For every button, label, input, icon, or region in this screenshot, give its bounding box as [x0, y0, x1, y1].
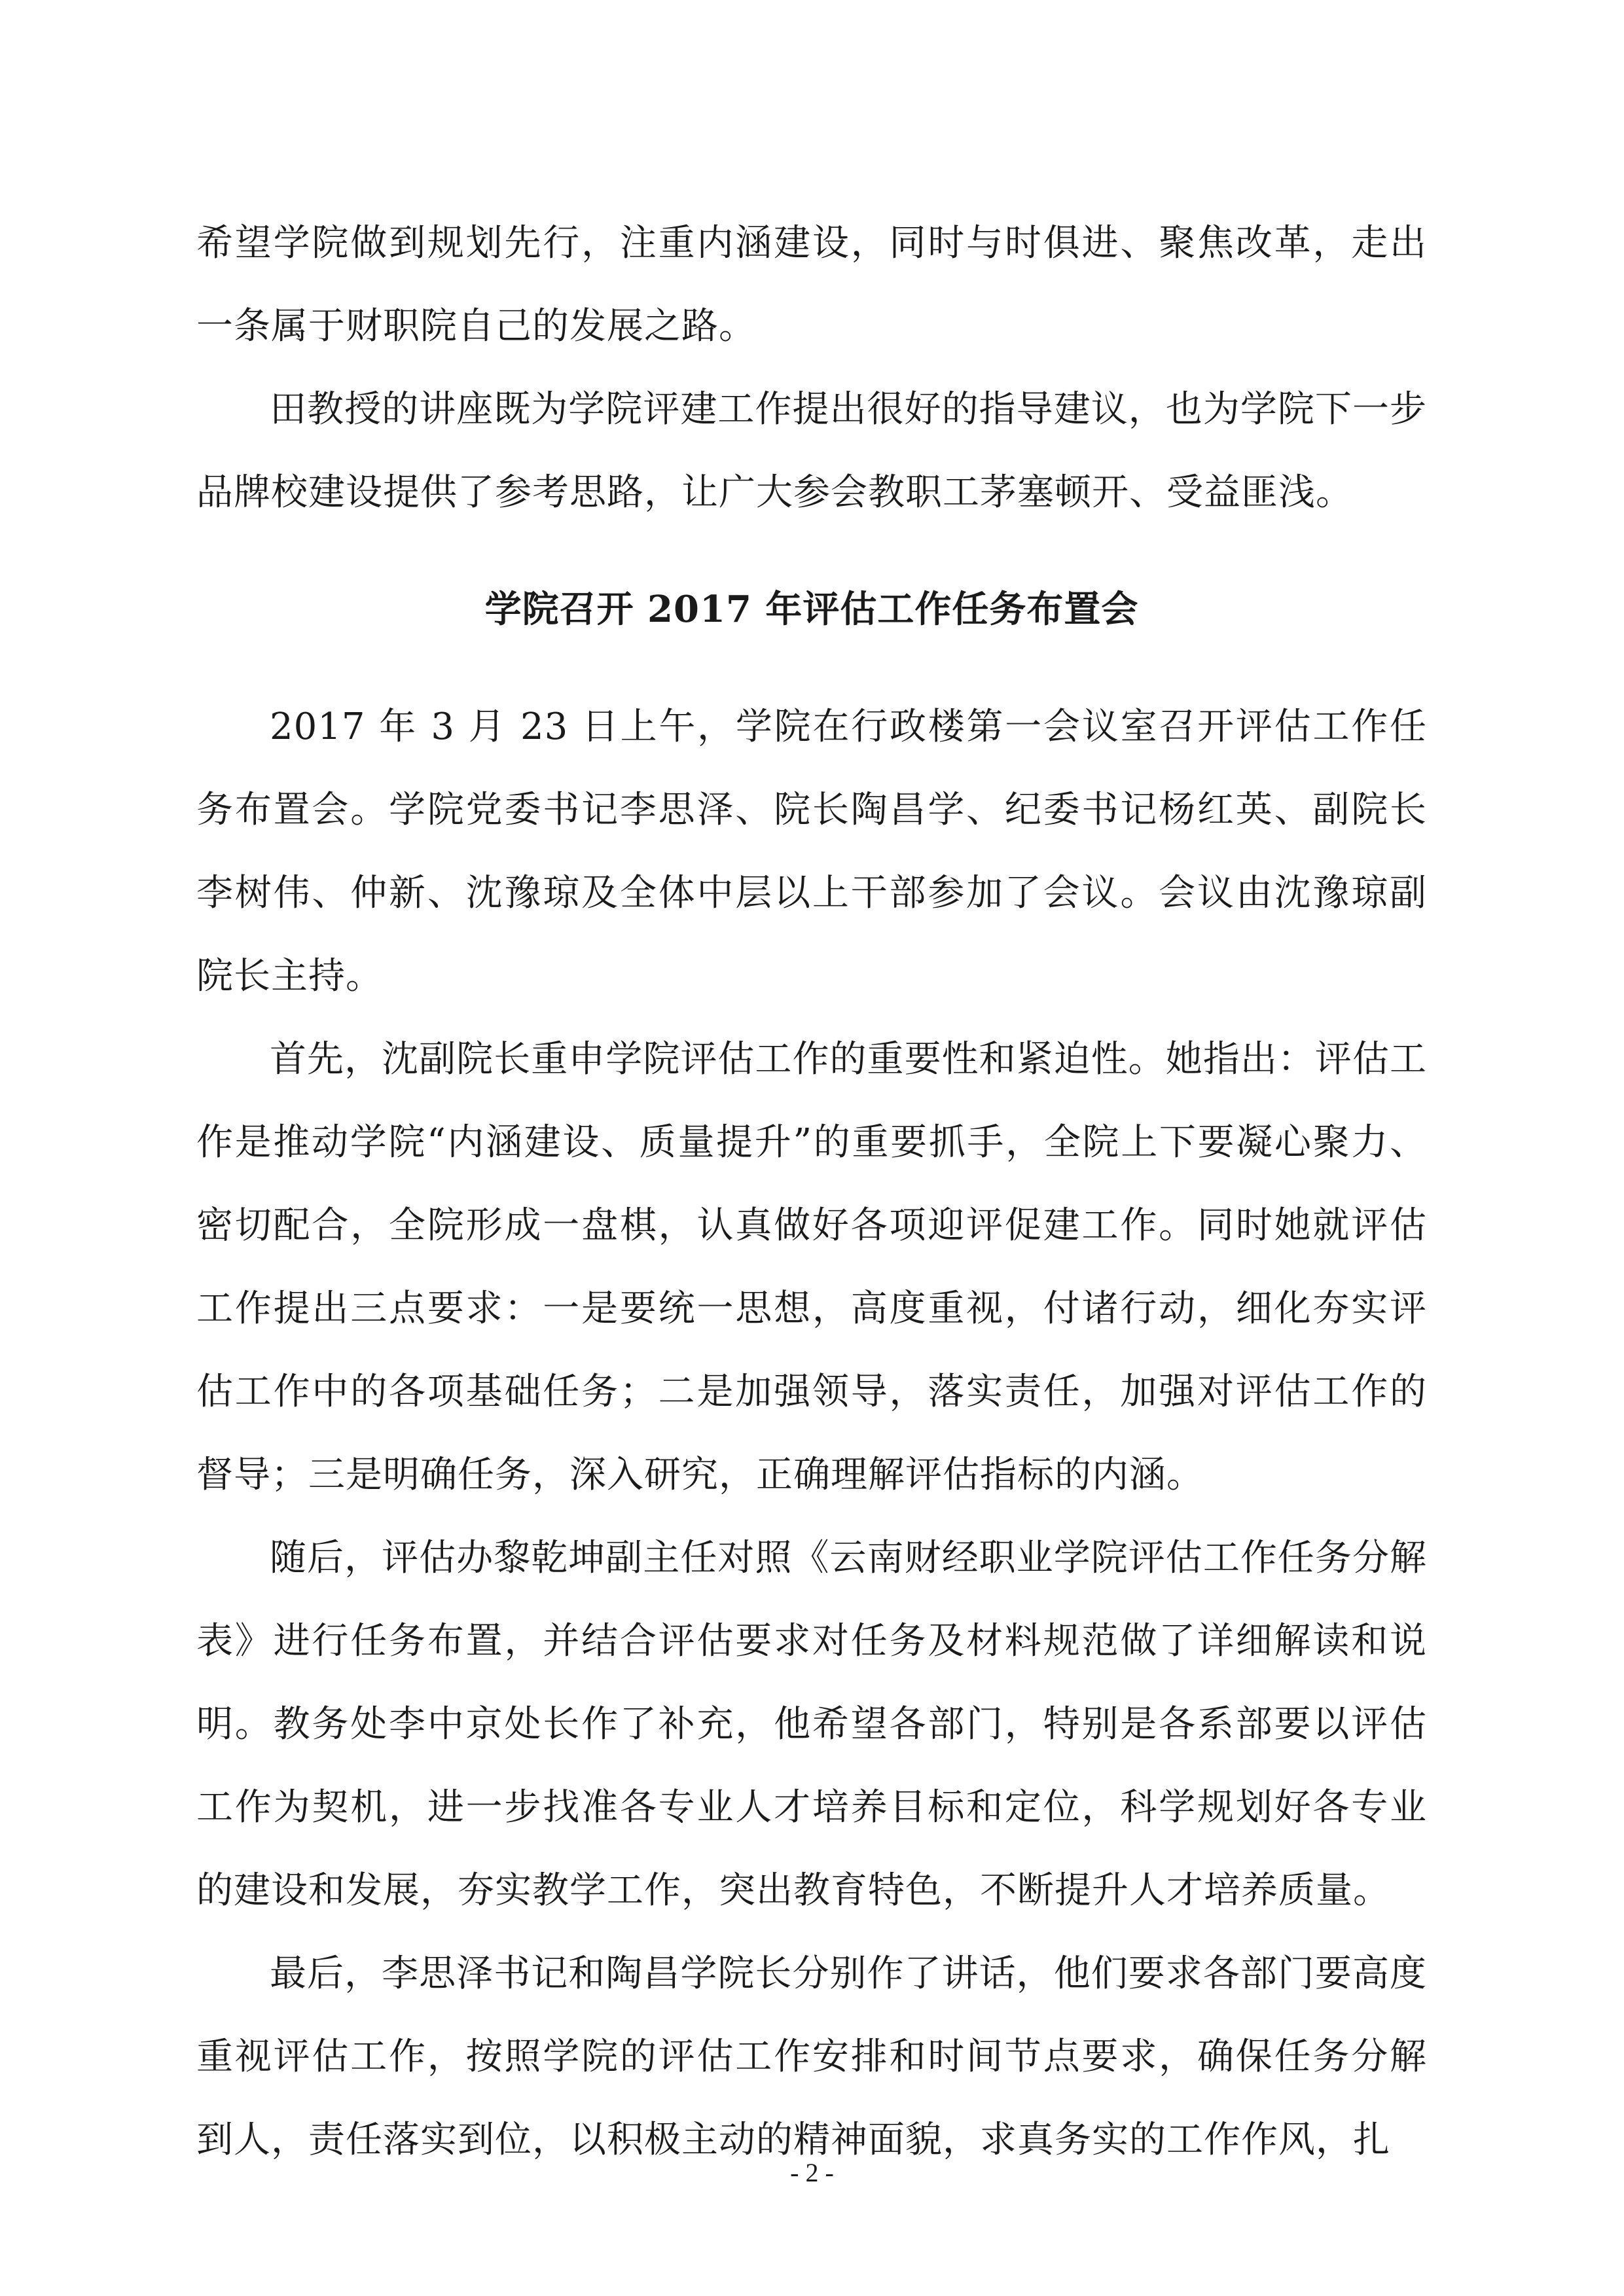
page-number: - 2 - — [790, 2158, 834, 2187]
document-body — [196, 202, 1427, 2181]
paragraph-vice-president-remarks: 首先，沈副院长重申学院评估工作的重要性和紧迫性。她指出：评估工作是推动学院“内涵建设、质量提升”的重要抓手，全院上下要凝心聚力、密切配合，全院形成一盘棋，认真做好各项迎评促建工作。同时她就评估工作提出三点要求：一是要统一思想，高度重视，付诸行动，细化夯实评估工作中的各项基础任务；二是加强领导，落实责任，加强对评估工作的督导；三是明确任务，深入研究，正确理解评估指标的内涵。 — [196, 1038, 1427, 1496]
article-title: 学院召开 2017 年评估工作任务布置会 — [484, 588, 1139, 631]
paragraph-meeting-intro: 2017 年 3 月 23 日上午，学院在行政楼第一会议室召开评估工作任务布置会。学院党委书记李思泽、院长陶昌学、纪委书记杨红英、副院长李树伟、仲新、沈豫琼及全体中层以上干部参加了会议。会议由沈豫琼副院长主持。 — [196, 706, 1427, 997]
paragraph-task-assignment: 随后，评估办黎乾坤副主任对照《云南财经职业学院评估工作任务分解表》进行任务布置，并结合评估要求对任务及材料规范做了详细解读和说明。教务处李中京处长作了补充，他希望各部门，特别是各系部要以评估工作为契机，进一步找准各专业人才培养目标和定位，科学规划好各专业的建设和发展，夯实教学工作，突出教育特色，不断提升人才培养质量。 — [196, 1537, 1427, 1912]
paragraph-lecture-summary: 田教授的讲座既为学院评建工作提出很好的指导建议，也为学院下一步品牌校建设提供了参考思路，让广大参会教职工茅塞顿开、受益匪浅。 — [196, 388, 1427, 514]
paragraph-closing-remarks: 最后，李思泽书记和陶昌学院长分别作了讲话，他们要求各部门要高度重视评估工作，按照学院的评估工作安排和时间节点要求，确保任务分解到人，责任落实到位，以积极主动的精神面貌，求真务实的工作作风，扎 — [196, 1952, 1427, 2161]
continued-paragraph: 希望学院做到规划先行，注重内涵建设，同时与时俱进、聚焦改革，走出一条属于财职院自己的发展之路。 — [196, 222, 1427, 348]
